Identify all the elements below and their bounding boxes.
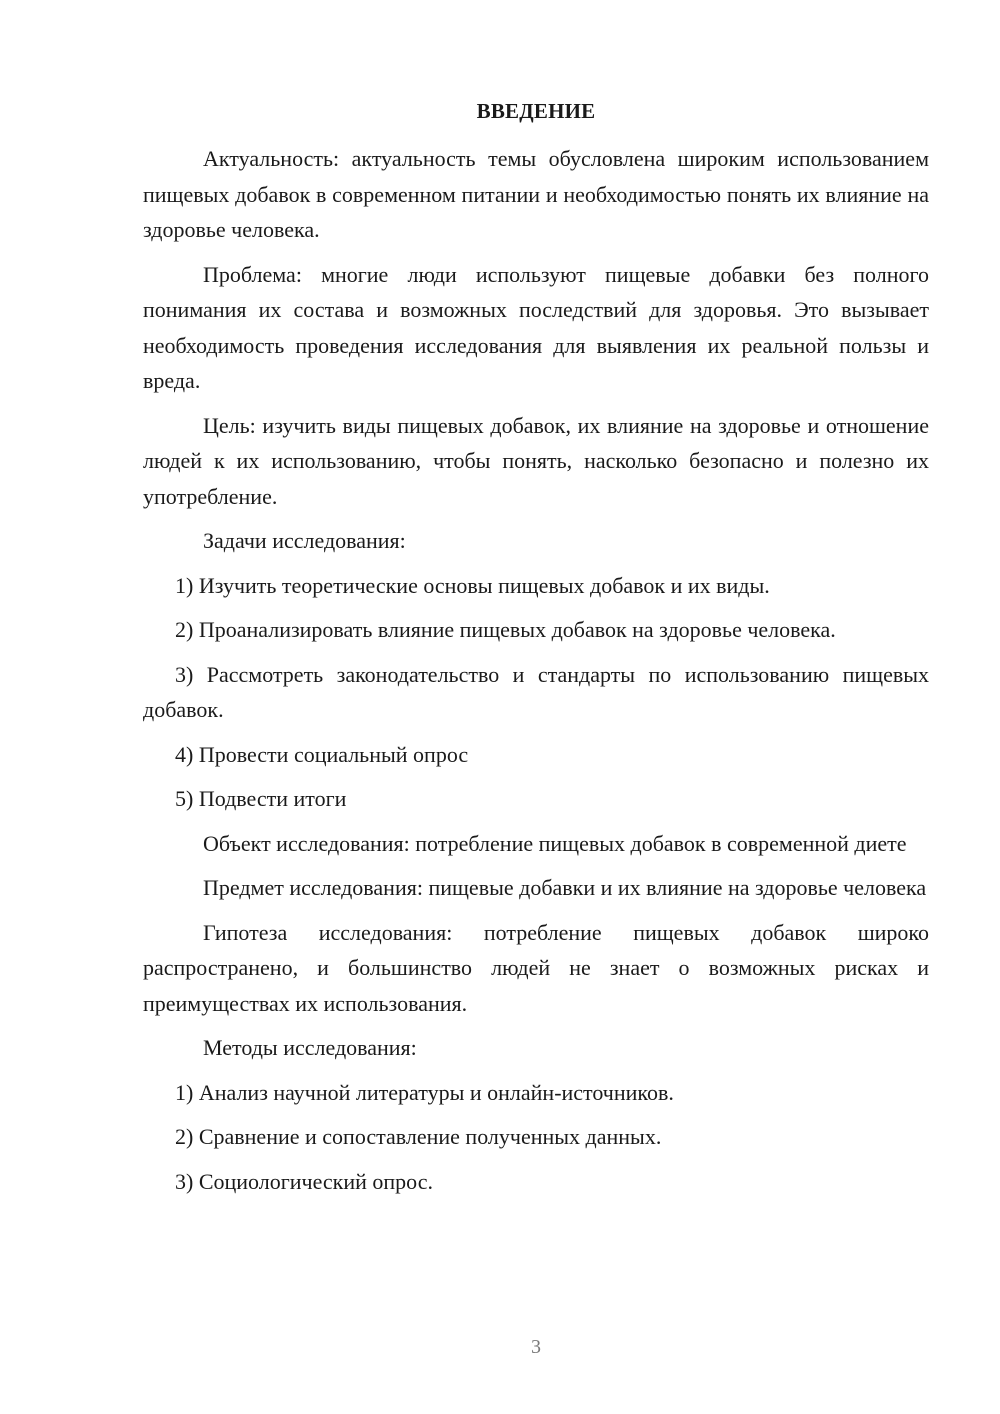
problem-paragraph: Проблема: многие люди используют пищевые добавки без полного понимания их состава и возможных последствий для здоровья. Это вызывает необходимость проведения исследования для выявления их реальной пользы и вреда. (143, 261, 929, 393)
relevance-paragraph: Актуальность: актуальность темы обусловлена широким использованием пищевых добавок в современном питании и необходимостью понять их влияние на здоровье человека. (143, 146, 929, 242)
goal-paragraph: Цель: изучить виды пищевых добавок, их влияние на здоровье и отношение людей к их использованию, чтобы понять, насколько безопасно и полезно их употребление. (143, 412, 929, 509)
page-title: ВВЕДЕНИЕ (476, 99, 596, 123)
task-item: 5) Подвести итоги (175, 786, 347, 811)
subject-paragraph: Предмет исследования: пищевые добавки и их влияние на здоровье человека (203, 875, 927, 900)
object-paragraph: Объект исследования: потребление пищевых добавок в современной диете (203, 830, 907, 856)
task-item: 4) Провести социальный опрос (175, 741, 469, 767)
document-body (143, 141, 929, 1208)
method-item: 3) Социологический опрос. (175, 1168, 433, 1194)
methods-heading: Методы исследования: (203, 1035, 417, 1060)
method-item: 1) Анализ научной литературы и онлайн-источников. (175, 1079, 674, 1105)
task-item: 1) Изучить теоретические основы пищевых добавок и их виды. (175, 572, 770, 598)
tasks-heading: Задачи исследования: (203, 528, 406, 553)
page-number: 3 (531, 1336, 541, 1358)
task-item: 2) Проанализировать влияние пищевых добавок на здоровье человека. (175, 617, 836, 642)
method-item: 2) Сравнение и сопоставление полученных данных. (175, 1124, 662, 1149)
hypothesis-paragraph: Гипотеза исследования: потребление пищевых добавок широко распространено, и большинство людей не знает о возможных рисках и преимуществах их использования. (143, 919, 929, 1016)
task-item: 3) Рассмотреть законодательство и стандарты по использованию пищевых добавок. (143, 661, 929, 722)
